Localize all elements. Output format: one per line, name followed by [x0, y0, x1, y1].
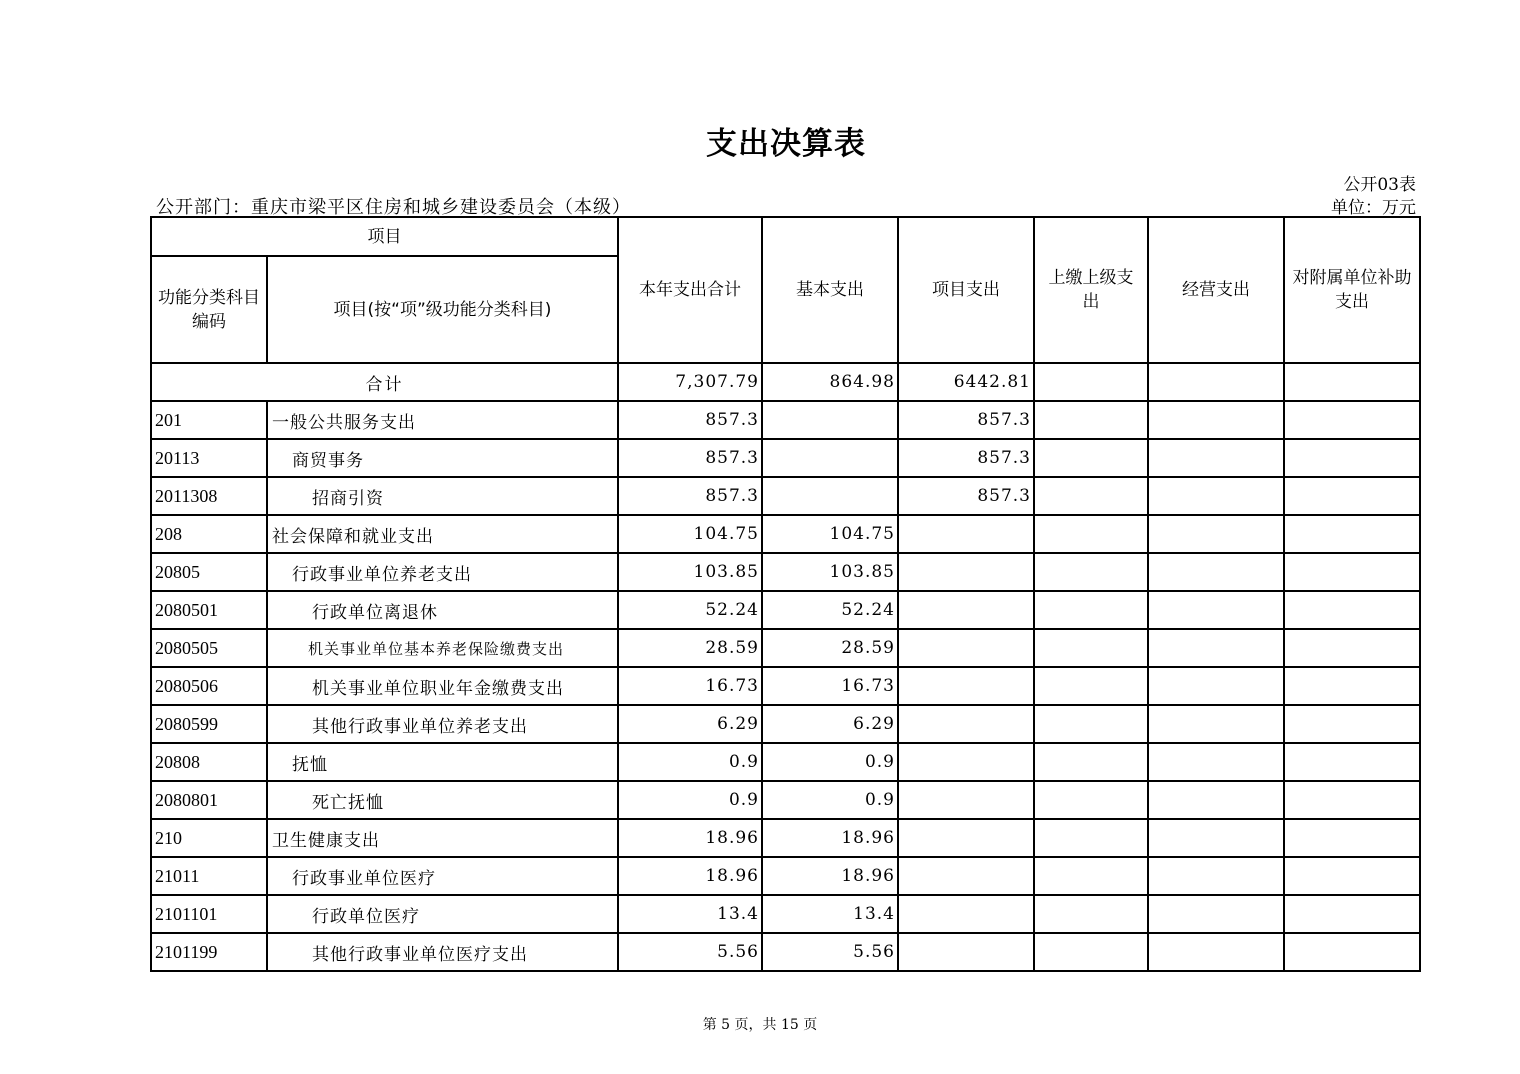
row-business	[1148, 477, 1284, 515]
table-row	[151, 477, 1420, 515]
row-subsidy	[1284, 667, 1420, 705]
row-basic: 13.4	[762, 895, 898, 933]
row-code: 2101101	[151, 895, 267, 933]
page-title: 支出决算表	[706, 126, 866, 162]
table-row	[151, 439, 1420, 477]
row-subsidy	[1284, 781, 1420, 819]
row-name: 其他行政事业单位养老支出	[267, 705, 618, 743]
row-name: 行政单位离退休	[267, 591, 618, 629]
row-project: 857.3	[898, 477, 1034, 515]
table-row	[151, 629, 1420, 667]
row-total: 103.85	[618, 553, 762, 591]
row-remit	[1034, 591, 1148, 629]
row-remit	[1034, 667, 1148, 705]
row-business	[1148, 705, 1284, 743]
row-remit	[1034, 819, 1148, 857]
row-remit	[1034, 553, 1148, 591]
row-total: 6.29	[618, 705, 762, 743]
row-code: 2080801	[151, 781, 267, 819]
row-total: 5.56	[618, 933, 762, 971]
row-name: 卫生健康支出	[267, 819, 618, 857]
row-business	[1148, 743, 1284, 781]
table-row	[151, 401, 1420, 439]
table-row	[151, 591, 1420, 629]
row-basic: 18.96	[762, 857, 898, 895]
row-basic	[762, 477, 898, 515]
row-code: 210	[151, 819, 267, 857]
row-code: 2080501	[151, 591, 267, 629]
row-total: 857.3	[618, 477, 762, 515]
row-remit	[1034, 477, 1148, 515]
row-code: 2080599	[151, 705, 267, 743]
row-basic: 0.9	[762, 743, 898, 781]
row-code: 2101199	[151, 933, 267, 971]
row-basic: 52.24	[762, 591, 898, 629]
row-subsidy	[1284, 705, 1420, 743]
row-subsidy	[1284, 515, 1420, 553]
table-row	[151, 515, 1420, 553]
row-code: 201	[151, 401, 267, 439]
row-name: 抚恤	[267, 743, 618, 781]
table-row	[151, 819, 1420, 857]
form-number: 公开03表	[1343, 175, 1416, 195]
row-project	[898, 743, 1034, 781]
total-subsidy	[1284, 363, 1420, 401]
total-total: 7,307.79	[618, 363, 762, 401]
row-business	[1148, 781, 1284, 819]
row-name: 行政单位医疗	[267, 895, 618, 933]
table-row	[151, 933, 1420, 971]
row-basic: 16.73	[762, 667, 898, 705]
total-row	[151, 363, 1420, 401]
table-row	[151, 553, 1420, 591]
row-business	[1148, 819, 1284, 857]
row-basic: 104.75	[762, 515, 898, 553]
expenditure-table	[150, 216, 1421, 972]
row-name: 招商引资	[267, 477, 618, 515]
row-subsidy	[1284, 895, 1420, 933]
header-remit: 上缴上级支出	[1034, 217, 1148, 363]
row-code: 20805	[151, 553, 267, 591]
row-subsidy	[1284, 857, 1420, 895]
row-remit	[1034, 933, 1148, 971]
table-row	[151, 895, 1420, 933]
row-project	[898, 515, 1034, 553]
row-name: 一般公共服务支出	[267, 401, 618, 439]
row-subsidy	[1284, 439, 1420, 477]
row-project: 857.3	[898, 439, 1034, 477]
row-business	[1148, 933, 1284, 971]
row-total: 857.3	[618, 401, 762, 439]
total-project: 6442.81	[898, 363, 1034, 401]
row-basic	[762, 401, 898, 439]
row-subsidy	[1284, 401, 1420, 439]
page-footer: 第 5 页，共 15 页	[702, 1017, 818, 1033]
row-total: 28.59	[618, 629, 762, 667]
row-project: 857.3	[898, 401, 1034, 439]
unit-label: 单位：万元	[1331, 198, 1416, 218]
header-code: 功能分类科目编码	[151, 256, 267, 363]
row-name: 商贸事务	[267, 439, 618, 477]
row-remit	[1034, 743, 1148, 781]
row-subsidy	[1284, 933, 1420, 971]
row-subsidy	[1284, 553, 1420, 591]
row-business	[1148, 553, 1284, 591]
row-basic	[762, 439, 898, 477]
row-name: 行政事业单位医疗	[267, 857, 618, 895]
row-project	[898, 667, 1034, 705]
header-basic: 基本支出	[762, 217, 898, 363]
row-subsidy	[1284, 477, 1420, 515]
row-project	[898, 629, 1034, 667]
row-business	[1148, 439, 1284, 477]
row-basic: 103.85	[762, 553, 898, 591]
row-total: 857.3	[618, 439, 762, 477]
row-business	[1148, 857, 1284, 895]
header-name: 项目(按“项”级功能分类科目)	[267, 256, 618, 363]
row-business	[1148, 629, 1284, 667]
row-project	[898, 781, 1034, 819]
row-total: 18.96	[618, 819, 762, 857]
row-remit	[1034, 781, 1148, 819]
row-business	[1148, 667, 1284, 705]
row-total: 18.96	[618, 857, 762, 895]
row-remit	[1034, 705, 1148, 743]
table-row	[151, 705, 1420, 743]
header-business: 经营支出	[1148, 217, 1284, 363]
total-business	[1148, 363, 1284, 401]
row-business	[1148, 515, 1284, 553]
table-row	[151, 781, 1420, 819]
row-code: 20113	[151, 439, 267, 477]
row-name: 死亡抚恤	[267, 781, 618, 819]
row-remit	[1034, 401, 1148, 439]
row-total: 16.73	[618, 667, 762, 705]
department-label: 公开部门：重庆市梁平区住房和城乡建设委员会（本级）	[156, 197, 631, 218]
row-total: 104.75	[618, 515, 762, 553]
header-subsidy: 对附属单位补助支出	[1284, 217, 1420, 363]
row-subsidy	[1284, 591, 1420, 629]
row-project	[898, 591, 1034, 629]
total-remit	[1034, 363, 1148, 401]
row-subsidy	[1284, 743, 1420, 781]
row-basic: 28.59	[762, 629, 898, 667]
row-business	[1148, 895, 1284, 933]
row-project	[898, 895, 1034, 933]
row-total: 13.4	[618, 895, 762, 933]
row-project	[898, 553, 1034, 591]
row-total: 52.24	[618, 591, 762, 629]
row-code: 2011308	[151, 477, 267, 515]
row-project	[898, 705, 1034, 743]
header-total: 本年支出合计	[618, 217, 762, 363]
row-project	[898, 857, 1034, 895]
row-project	[898, 933, 1034, 971]
row-remit	[1034, 629, 1148, 667]
row-total: 0.9	[618, 743, 762, 781]
row-basic: 0.9	[762, 781, 898, 819]
row-remit	[1034, 895, 1148, 933]
row-basic: 5.56	[762, 933, 898, 971]
row-subsidy	[1284, 819, 1420, 857]
table-row	[151, 743, 1420, 781]
row-name: 其他行政事业单位医疗支出	[267, 933, 618, 971]
row-remit	[1034, 515, 1148, 553]
row-name: 机关事业单位职业年金缴费支出	[267, 667, 618, 705]
table-row	[151, 667, 1420, 705]
row-code: 20808	[151, 743, 267, 781]
row-remit	[1034, 439, 1148, 477]
total-basic: 864.98	[762, 363, 898, 401]
row-code: 2080505	[151, 629, 267, 667]
total-label: 合计	[151, 363, 618, 401]
row-total: 0.9	[618, 781, 762, 819]
row-business	[1148, 591, 1284, 629]
row-remit	[1034, 857, 1148, 895]
row-name: 社会保障和就业支出	[267, 515, 618, 553]
row-code: 21011	[151, 857, 267, 895]
row-subsidy	[1284, 629, 1420, 667]
row-name: 行政事业单位养老支出	[267, 553, 618, 591]
row-name: 机关事业单位基本养老保险缴费支出	[267, 629, 618, 667]
row-project	[898, 819, 1034, 857]
row-code: 208	[151, 515, 267, 553]
row-code: 2080506	[151, 667, 267, 705]
header-project: 项目支出	[898, 217, 1034, 363]
header-item-group: 项目	[151, 217, 618, 256]
row-basic: 6.29	[762, 705, 898, 743]
table-row	[151, 857, 1420, 895]
row-business	[1148, 401, 1284, 439]
row-basic: 18.96	[762, 819, 898, 857]
